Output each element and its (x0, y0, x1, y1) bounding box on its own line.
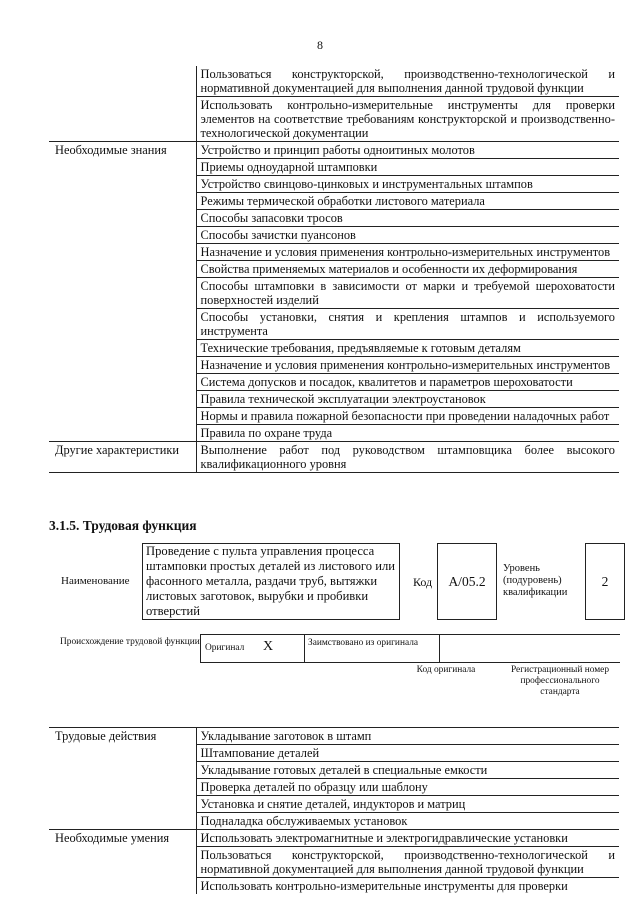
row-label (49, 97, 196, 142)
table-row (49, 442, 619, 473)
row-label: Необходимые умения (49, 830, 196, 847)
row-item: Режимы термической обработки листового материала (196, 193, 619, 210)
code-box (437, 543, 497, 620)
row-label (49, 193, 196, 210)
row-label (49, 779, 196, 796)
row-item: Способы установки, снятия и крепления штампов и используемого инструмента (196, 309, 619, 340)
row-item: Пользоваться конструкторской, производственно-технологической и нормативной документацией для выполнения данной трудовой функции (196, 847, 619, 878)
row-label (49, 309, 196, 340)
borrowed-row (304, 634, 620, 663)
table-row (49, 97, 619, 142)
row-item: Подналадка обслуживаемых установок (196, 813, 619, 830)
row-item: Укладывание заготовок в штамп (196, 728, 619, 745)
table-row (49, 261, 619, 278)
table-row (49, 210, 619, 227)
row-item: Проверка деталей по образцу или шаблону (196, 779, 619, 796)
row-item: Пользоваться конструкторской, производственно-технологической и нормативной документацией для выполнения данной трудовой функции (200, 67, 615, 95)
row-label: Необходимые знания (49, 142, 196, 159)
table-row (49, 745, 619, 762)
table-row (49, 278, 619, 309)
row-label (49, 878, 196, 895)
level-box (585, 543, 625, 620)
table-row (49, 391, 619, 408)
row-label: Трудовые действия (49, 728, 196, 745)
origin-label: Происхождение трудовой функции (60, 637, 200, 647)
table-row (49, 66, 619, 97)
table-row (49, 244, 619, 261)
row-item: Способы запасовки тросов (196, 210, 619, 227)
row-label (49, 425, 196, 442)
row-item: Правила технической эксплуатации электроустановок (196, 391, 619, 408)
row-item: Назначение и условия применения контрольно-измерительных инструментов (196, 357, 619, 374)
table-row (49, 813, 619, 830)
row-item: Система допусков и посадок, квалитетов и параметров шероховатости (196, 374, 619, 391)
table-row (49, 374, 619, 391)
level-label: Уровень (подуровень) квалификации (503, 563, 568, 598)
row-item: Использовать электромагнитные и электрогидравлические установки (196, 830, 619, 847)
row-label (49, 210, 196, 227)
row-label (49, 745, 196, 762)
table-row (49, 779, 619, 796)
knowledge-table (49, 66, 619, 473)
row-label (49, 244, 196, 261)
borrowed-divider (439, 635, 440, 662)
row-label (49, 813, 196, 830)
row-item: Устройство свинцово-цинковых и инструментальных штампов (196, 176, 619, 193)
row-item: Свойства применяемых материалов и особенности их деформирования (196, 261, 619, 278)
row-label (49, 278, 196, 309)
actions-table (49, 727, 619, 894)
section-heading: 3.1.5. Трудовая функция (49, 518, 197, 533)
borrowed-label: Заимствовано из оригинала (308, 638, 419, 648)
table-row (49, 796, 619, 813)
table-row (49, 159, 619, 176)
row-item: Использовать контрольно-измерительные инструменты для проверки (196, 878, 619, 895)
row-label (49, 340, 196, 357)
row-item: Приемы одноударной штамповки (196, 159, 619, 176)
table-row (49, 340, 619, 357)
function-name-box (142, 543, 400, 620)
row-label (49, 227, 196, 244)
original-box (200, 634, 305, 663)
row-label (49, 66, 196, 97)
code-original-caption: Код оригинала (416, 665, 476, 675)
row-item: Правила по охране труда (196, 425, 619, 442)
table-row (49, 142, 619, 159)
row-label (49, 176, 196, 193)
table-row (49, 847, 619, 878)
row-label: Другие характеристики (49, 442, 196, 473)
row-label (49, 408, 196, 425)
code-label: Код (413, 575, 433, 589)
table-row (49, 425, 619, 442)
row-label (49, 374, 196, 391)
row-item: Нормы и правила пожарной безопасности при проведении наладочных работ (196, 408, 619, 425)
row-label (49, 796, 196, 813)
row-item: Укладывание готовых деталей в специальные емкости (196, 762, 619, 779)
row-label (49, 357, 196, 374)
row-item: Способы штамповки в зависимости от марки и требуемой шероховатости поверхностей изделий (196, 278, 619, 309)
row-label (49, 847, 196, 878)
name-label: Наименование (61, 575, 130, 587)
function-name: Проведение с пульта управления процесса штамповки простых деталей из листового или фасонного металла, раздачи труб, вытяжки листовых заготовок, вырубки и пробивки отверстий (146, 544, 395, 618)
row-item: Технические требования, предъявляемые к готовым деталям (196, 340, 619, 357)
table-row (49, 193, 619, 210)
original-label: Оригинал (205, 643, 245, 653)
table-row (49, 878, 619, 895)
code-value: А/05.2 (448, 574, 486, 589)
row-label (49, 159, 196, 176)
row-item: Штампование деталей (196, 745, 619, 762)
table-row (49, 762, 619, 779)
table-row (49, 227, 619, 244)
row-label (49, 391, 196, 408)
row-item: Использовать контрольно-измерительные инструменты для проверки элементов на соответствие требованиям конструкторской и производственно-технологической документации (196, 97, 619, 142)
row-item: Выполнение работ под руководством штамповщика более высокого квалификационного уровня (196, 442, 619, 473)
row-item: Способы зачистки пуансонов (196, 227, 619, 244)
row-item: Устройство и принцип работы одноитиных молотов (196, 142, 619, 159)
table-row (49, 357, 619, 374)
reg-number-caption: Регистрационный номер профессионального стандарта (510, 665, 610, 697)
page-number: 8 (317, 38, 323, 52)
table-row (49, 408, 619, 425)
row-item: Назначение и условия применения контрольно-измерительных инструментов (196, 244, 619, 261)
row-label (49, 762, 196, 779)
row-label (49, 261, 196, 278)
table-row (49, 309, 619, 340)
table-row (49, 830, 619, 847)
original-mark: Х (263, 639, 274, 654)
table-row (49, 176, 619, 193)
table-row (49, 728, 619, 745)
level-value: 2 (601, 574, 609, 589)
row-item: Установка и снятие деталей, индукторов и матриц (196, 796, 619, 813)
